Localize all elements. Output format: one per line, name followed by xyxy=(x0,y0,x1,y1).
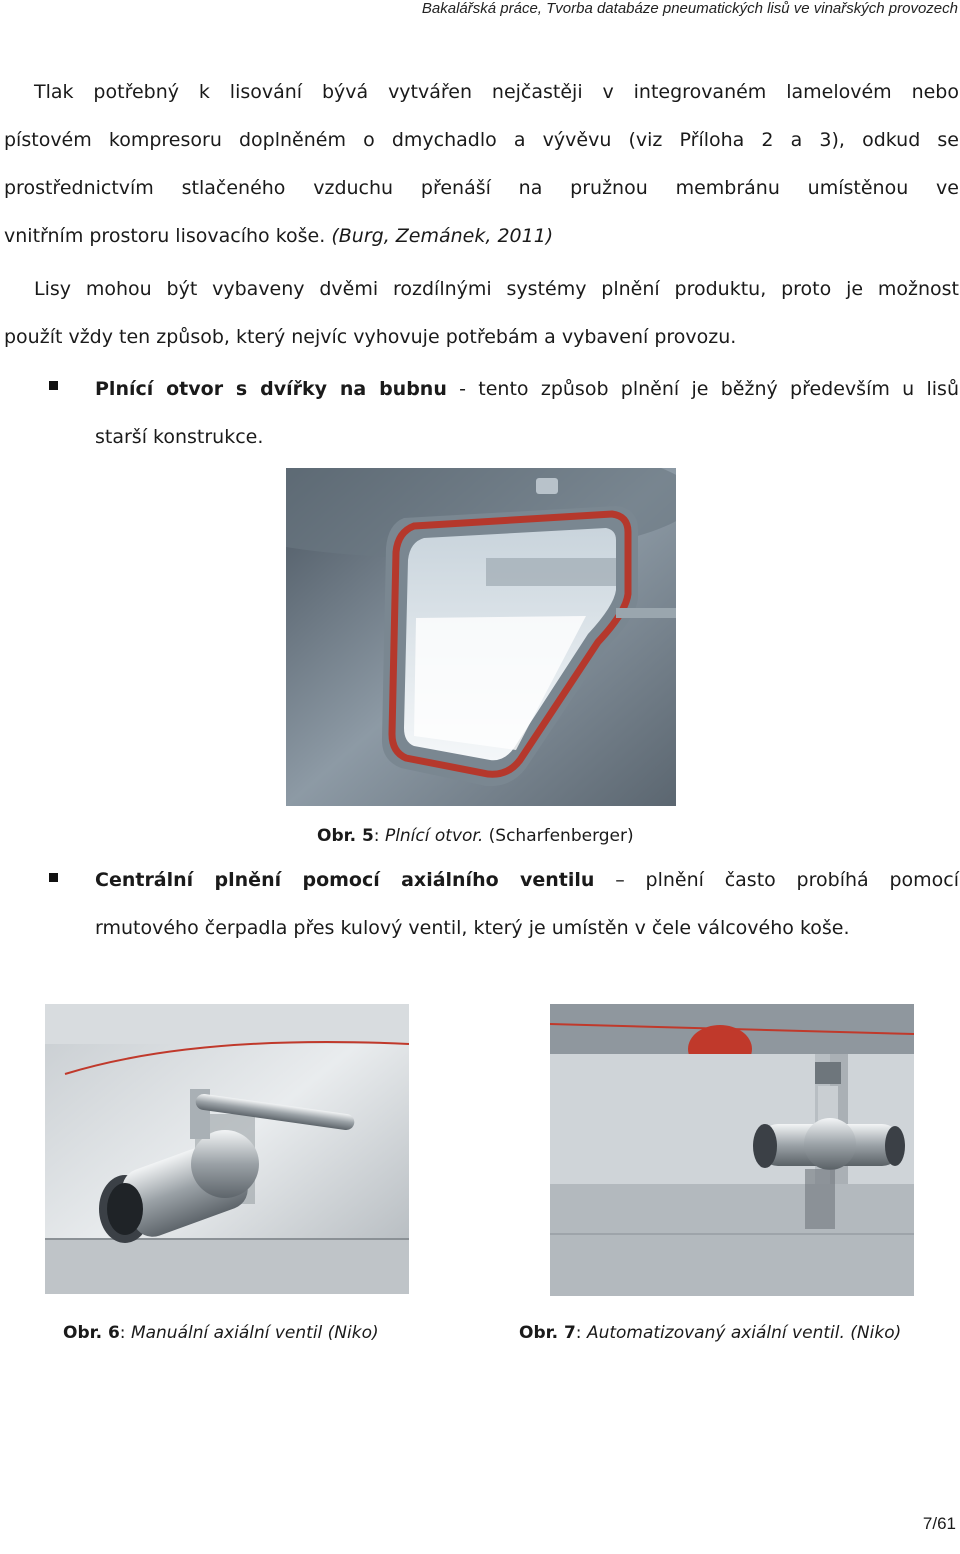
paragraph-line: prostřednictvím stlačeného vzduchu přenáší na pružnou membránu umístěnou ve xyxy=(4,177,959,199)
bullet-text-rest: – plnění často probíhá pomocí xyxy=(594,869,959,891)
caption-separator: : xyxy=(575,1323,587,1343)
paragraph-line: pístovém kompresoru doplněném o dmychadlo a vývěvu (viz Příloha 2 a 3), odkud se xyxy=(4,129,959,151)
bullet-line: rmutového čerpadla přes kulový ventil, který je umístěn v čele válcového koše. xyxy=(95,917,850,939)
bullet-item-central-filling xyxy=(95,856,959,952)
bullet-text-rest: - tento způsob plnění je běžný především u lisů xyxy=(446,378,959,400)
caption-separator: : xyxy=(373,826,385,846)
bullet-line xyxy=(95,856,959,904)
bullet-line xyxy=(95,365,959,413)
caption-label: Obr. 5 xyxy=(317,826,374,846)
paragraph-pressure xyxy=(4,68,959,260)
caption-title: Manuální axiální ventil (Niko) xyxy=(130,1323,379,1343)
bullet-square-icon xyxy=(49,873,58,882)
figure-automated-valve-photo xyxy=(550,1004,914,1296)
manual-valve-image xyxy=(45,1004,409,1294)
bullet-line: starší konstrukce. xyxy=(95,426,264,448)
figure-filling-door-photo xyxy=(286,468,676,806)
paragraph-text: vnitřním prostoru lisovacího koše. xyxy=(4,225,326,247)
caption-separator: : xyxy=(119,1323,131,1343)
caption-label: Obr. 6 xyxy=(63,1323,120,1343)
paragraph-line: Tlak potřebný k lisování bývá vytvářen nejčastěji v integrovaném lamelovém nebo xyxy=(34,81,959,103)
bullet-square-icon xyxy=(49,381,58,390)
bullet-item-door-opening xyxy=(95,365,959,461)
caption-title: Plnící otvor. xyxy=(384,826,484,846)
caption-label: Obr. 7 xyxy=(519,1323,576,1343)
bullet-heading: Plnící otvor s dvířky na bubnu xyxy=(95,378,447,400)
paragraph-line: použít vždy ten způsob, který nejvíc vyhovuje potřebám a vybavení provozu. xyxy=(4,326,737,348)
caption-title: Automatizovaný axiální ventil. (Niko) xyxy=(586,1323,902,1343)
caption-source: (Scharfenberger) xyxy=(483,826,634,846)
running-header: Bakalářská práce, Tvorba databáze pneumatických lisů ve vinařských provozech xyxy=(421,0,958,17)
automated-valve-image xyxy=(550,1004,914,1296)
paragraph-line: Lisy mohou být vybaveny dvěmi rozdílnými systémy plnění produktu, proto je možnost xyxy=(34,278,959,300)
figure-7-caption xyxy=(519,1323,901,1343)
figure-6-caption xyxy=(63,1323,379,1343)
figure-manual-valve-photo xyxy=(45,1004,409,1294)
figure-5-caption xyxy=(317,826,634,846)
press-drum-image xyxy=(286,468,676,806)
paragraph-filling-systems xyxy=(4,265,959,361)
citation: (Burg, Zemánek, 2011) xyxy=(331,225,554,247)
page-number: 7/61 xyxy=(922,1514,956,1533)
paragraph-last-line xyxy=(4,212,959,260)
bullet-heading: Centrální plnění pomocí axiálního ventilu xyxy=(95,869,595,891)
